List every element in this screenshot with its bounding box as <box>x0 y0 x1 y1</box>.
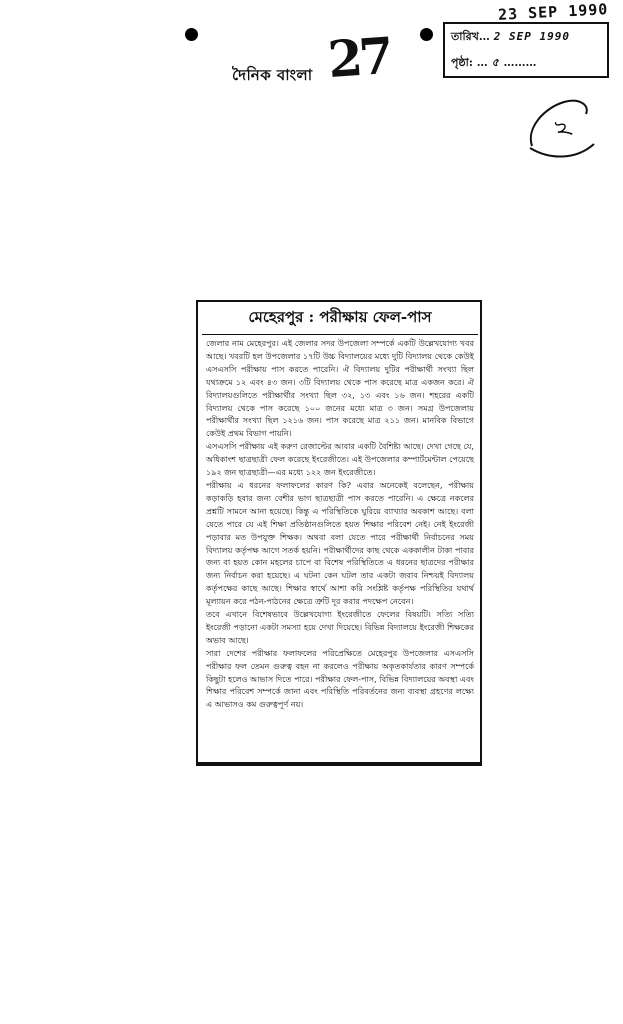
archive-stamp <box>443 22 609 78</box>
article-paragraph: সারা দেশের পরীক্ষার ফলাফলের পরিপ্রেক্ষিতে মেহেরপুর উপজেলার এসএসসি পরীক্ষার ফল তেমন গুরুত্ব বহন না করলেও পরীক্ষায় অকৃতকার্যতার কারণ সম্পর্কে কিছুটা হলেও আভাস দিতে পারে। পরীক্ষার ফেল-পাস, বিভিন্ন বিদ্যালয়ের অবস্থা এবং শিক্ষার পরিবেশ সম্পর্কে জানা এবং পরিস্থিতি পরিবর্তনের জন্য ব্যবস্থা গ্রহণের লক্ষ্যে এ আভাসও কম গুরুত্বপূর্ণ নয়। <box>206 648 474 710</box>
handwritten-margin-mark <box>520 88 600 168</box>
article-headline: মেহেরপুর : পরীক্ষায় ফেল-পাস <box>202 304 478 335</box>
newspaper-clipping <box>196 300 482 766</box>
article-paragraph: তবে এখানে বিশেষভাবে উল্লেখযোগ্য ইংরেজীতে ফেলের বিষয়টি। সত্যি সত্যি ইংরেজী পড়ানো একটা সমস্যা হয়ে দেখা দিয়েছে। বিভিন্ন বিদ্যালয়ে ইংরেজী শিক্ষকের অভাব আছে। <box>206 610 474 645</box>
article-paragraph: পরীক্ষায় এ ধরনের ফলাফলের কারণ কি? এবার অনেকেই বলেছেন, পরীক্ষায় কড়াকড়ি হবার জন্য বেশীর ভাগ ছাত্রছাত্রী পাস করতে পারেনি। এ ক্ষেত্রে নকলের প্রশ্নটি সামনে আনা হয়েছে। কিন্তু এ পরিস্থিতিকে ঘুরিয়ে ব্যাখ্যার অবকাশ আছে। বলা যেতে পারে যে এই শিক্ষা প্রতিষ্ঠানগুলিতে হয়ত শিক্ষার পরিবেশ নেই। নেই ইংরেজী পড়াবার মত উপযুক্ত শিক্ষক। অথবা বলা যেতে পারে পরীক্ষার্থী নির্বাচনের সময় বিদ্যালয় কর্তৃপক্ষ আগে সতর্ক হয়নি। পরীক্ষার্থীদের কাছ থেকে এককালীন টাকা পাবার জন্য বা হয়ত কোন মহলের চাপে বা বিশেষ পরিস্থিতিতে এ ধরনের ছাত্রদের পরীক্ষার জন্য নির্বাচন করা হয়েছে। এ ঘটনা কেন ঘটল তার একটা জবাব নিশ্চয়ই বিদ্যালয় কর্তৃপক্ষের কাছে আছে। শিক্ষার স্বার্থে আশা করি সংশ্লিষ্ট কর্তৃপক্ষ পরিস্থিতির যথার্থ মূল্যায়ন করে পঠন-পাঠনের ক্ষেত্রে ত্রুটি দূর করার পদক্ষেপ নেবেন। <box>206 480 474 607</box>
stamp-page-row: পৃষ্ঠা: … ৫ ……… <box>451 56 537 69</box>
stamp-date-label: তারিখ <box>451 30 479 43</box>
stamp-date: 23 SEP 1990 <box>497 0 609 24</box>
stamp-page-value: ৫ <box>491 56 500 69</box>
article-paragraph: জেলার নাম মেহেরপুর। এই জেলার সদর উপজেলা সম্পর্কে একটি উল্লেখযোগ্য খবর আছে। খবরটি হল উপজেলার ১৭টি উচ্চ বিদ্যালয়ের মধ্যে দুটি বিদ্যালয় থেকে কেউই এসএসসি পরীক্ষায় পাস করতে পারেনি। ঐ বিদ্যালয় দুটির পরীক্ষার্থী সংখ্যা ছিল যথাক্রমে ১২ এবং ৪৩ জন। ৩টি বিদ্যালয় থেকে পাস করেছে মাত্র একজন করে। ঐ বিদ্যালয়গুলিতে পরীক্ষার্থীর সংখ্যা ছিল ৩২, ১৩ এবং ১৬ জন। শহরের একটি বিদ্যালয় থেকে পাস করেছে ১০০ জনের মধ্যে মাত্র ৩ জন। সমগ্র উপজেলায় পরীক্ষার্থীর সংখ্যা ছিল ১২১৬ জন। পাস করেছে মাত্র ২১১ জন। মানবিক বিভাগে কেউই প্রথম বিভাগ পায়নি। <box>206 339 474 439</box>
article-paragraph: এসএসসি পরীক্ষায় এই করুণ রেজাল্টের আবার একটি বৈশিষ্ট্য আছে। দেখা গেছে যে, অধিকাংশ ছাত্রছাত্রী ফেল করেছে ইংরেজীতে। এই উপজেলার কম্পার্টমেন্টাল পেয়েছে ১৯২ জন ছাত্রছাত্রী—এর মধ্যে ১২২ জন ইংরেজীতে। <box>206 442 474 478</box>
margin-note: ২ <box>547 110 578 146</box>
handwritten-page-number: 27 <box>326 25 392 90</box>
stamp-page-label: পৃষ্ঠা <box>451 56 469 69</box>
punch-hole-left <box>185 28 198 41</box>
punch-hole-right <box>420 28 433 41</box>
newspaper-name: দৈনিক বাংলা <box>232 66 313 84</box>
stamp-date-row: তারিখ… 2 SEP 1990 <box>451 30 570 43</box>
stamp-date-value: 2 SEP 1990 <box>493 30 570 43</box>
